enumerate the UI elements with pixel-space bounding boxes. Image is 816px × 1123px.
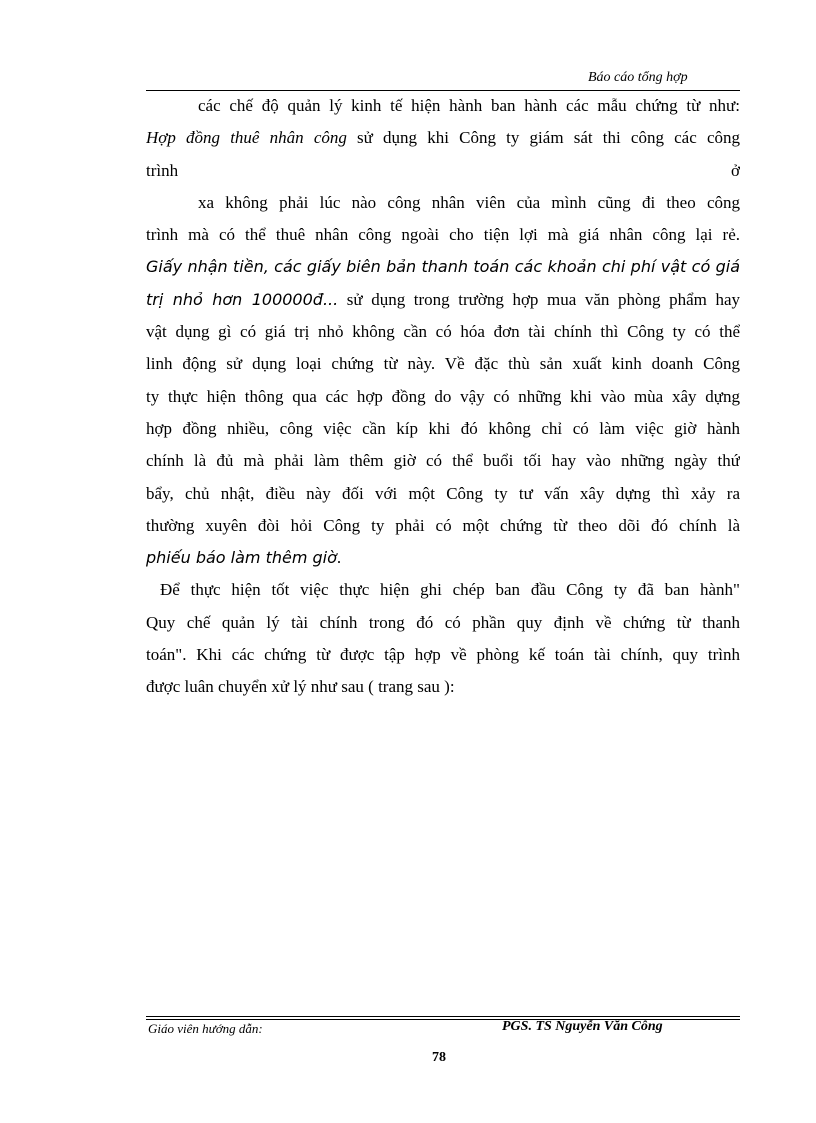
text-line-16: Để thực hiện tốt việc thực hiện ghi chép ban đầu Công ty đã ban hành"	[160, 580, 740, 600]
text-line-13: bẩy, chủ nhật, điều này đối với một Công ty tư vấn xây dựng thì xảy ra	[146, 483, 740, 503]
text-line-3: trình ở	[146, 160, 740, 180]
header-title: Báo cáo tổng hợp	[588, 70, 688, 85]
text-line-11: hợp đồng nhiều, công việc cần kíp khi đó không chỉ có làm việc giờ hành	[146, 418, 740, 438]
text-line-9: linh động sử dụng loại chứng từ này. Về đặc thù sản xuất kinh doanh Công	[146, 354, 740, 374]
text-line-2: Hợp đồng thuê nhân công sử dụng khi Công ty giám sát thi công các công	[146, 128, 740, 148]
text-line-18: toán". Khi các chứng từ được tập hợp về phòng kế toán tài chính, quy trình	[146, 645, 740, 665]
text-line-1: các chế độ quản lý kinh tế hiện hành ban hành các mẫu chứng từ như:	[198, 96, 740, 115]
text-line-4: xa không phải lúc nào công nhân viên của mình cũng đi theo công	[198, 192, 740, 212]
text-line-7: trị nhỏ hơn 100000đ... sử dụng trong trường hợp mua văn phòng phẩm hay	[146, 289, 740, 309]
text-line-12: chính là đủ mà phải làm thêm giờ có thể buổi tối hay vào những ngày thứ	[146, 451, 740, 471]
footer-supervisor-name: PGS. TS Nguyễn Văn Công	[502, 1019, 663, 1034]
text-line-15: phiếu báo làm thêm giờ.	[146, 548, 342, 568]
text-line-5: trình mà có thể thuê nhân công ngoài cho tiện lợi mà giá nhân công lại rẻ.	[146, 225, 740, 245]
text-line-8: vật dụng gì có giá trị nhỏ không cần có hóa đơn tài chính thì Công ty có thể	[146, 322, 740, 342]
body-text	[146, 90, 740, 704]
text-line-17: Quy chế quản lý tài chính trong đó có phần quy định về chứng từ thanh	[146, 612, 740, 632]
text-line-14: thường xuyên đòi hỏi Công ty phải có một chứng từ theo dõi đó chính là	[146, 515, 740, 535]
text-line-10: ty thực hiện thông qua các hợp đồng do vậy có những khi vào mùa xây dựng	[146, 386, 740, 406]
page-number: 78	[432, 1050, 446, 1065]
text-line-19: được luân chuyển xử lý như sau ( trang sau ):	[146, 677, 455, 697]
footer-supervisor-label: Giáo viên hướng dẫn:	[148, 1021, 263, 1036]
footer-divider-top	[146, 1016, 740, 1017]
text-line-6: Giấy nhận tiền, các giấy biên bản thanh toán các khoản chi phí vật có giá	[146, 257, 740, 277]
